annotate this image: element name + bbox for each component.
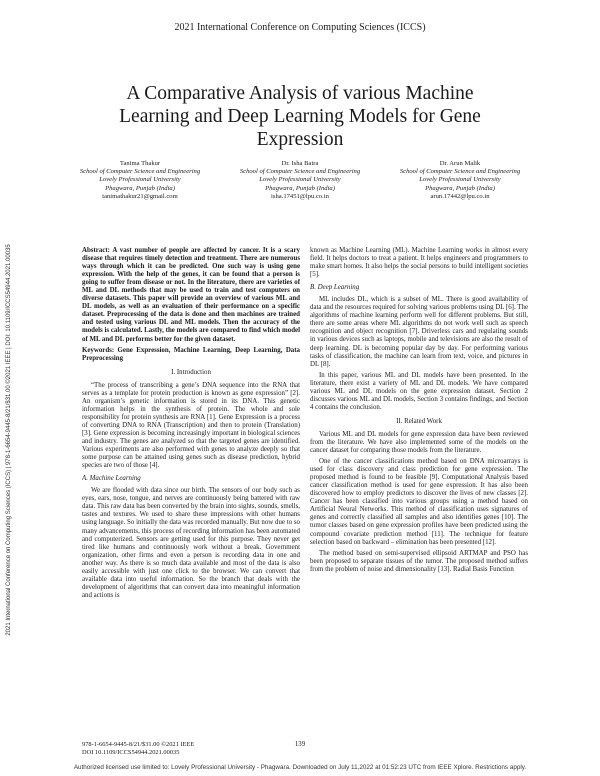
author-location: Phagwara, Punjab (India) <box>425 184 495 192</box>
left-column <box>82 247 300 735</box>
author-location: Phagwara, Punjab (India) <box>105 184 175 192</box>
paper-title: A Comparative Analysis of various Machine Learning and Deep Learning Models for Gene Expression <box>119 83 481 150</box>
section-heading-related-work: II. Related Work <box>396 417 442 425</box>
conference-header: 2021 International Conference on Computing Sciences (ICCS) <box>174 22 426 33</box>
author-university: Lovely Professional University <box>99 176 181 184</box>
related-work-paragraph: Various ML and DL models for gene expression data have been reviewed from the literature. We have also implemented some of the models on the cancer dataset for comparing those models from the literature. <box>310 430 528 455</box>
author-block <box>60 160 540 201</box>
section-heading-introduction: I. Introduction <box>171 368 211 376</box>
dl-paragraph-2: In this paper, various ML and DL models have been presented. In the literature, there exist a variety of ML and DL models. We have compared various ML and DL models on the gene expression dataset. Section 2 discusses various ML and DL models, Section 3 contains findings, and Section 4 contains the conclusion. <box>310 371 528 411</box>
author-email: arun.17442@lpu.co.in <box>430 192 490 200</box>
related-work-paragraph-3: The method based on semi-supervised ellipsoid ARTMAP and PSO has been proposed to separate tissues of the tumor. The proposed method suffers from the problem of noise and dimensionality [13]. Radial Basis Function <box>310 549 528 573</box>
abstract: Abstract: A vast number of people are affected by cancer. It is a scary disease that requires timely detection and treatment. There are numerous ways through which it can be predicted. One such way is using gene expression. With the help of the genes, it can be found that a person is going to suffer from disease or not. In the literature, there are varieties of ML and DL methods that may be used to train and test computers on diverse datasets. This paper will provide an overview of various ML and DL models, as well as an evaluation of their performance on a specific dataset. Preprocessing of the data is done and then machines are trained and tested using various DL and ML models. Then the accuracy of the models is calculated. Lastly, the models are compared to find which model of ML and DL performs better for the given dataset. <box>82 247 300 343</box>
page-number: 139 <box>294 741 306 748</box>
ml-paragraph-continued: known as Machine Learning (ML). Machine Learning works in almost every field. It helps doctors to treat a patient. It helps engineers and programmers to make smart homes. It also helps the social persons to build intelligent societies [5]. <box>310 247 528 279</box>
author-name: Dr. Isha Batra <box>281 160 319 167</box>
author-3 <box>380 160 540 201</box>
keywords: Keywords: Gene Expression, Machine Learning, Deep Learning, Data Preprocessing <box>82 346 300 362</box>
footer-isbn: 978-1-6654-9445-8/21/$31.00 ©2021 IEEE <box>82 741 195 748</box>
dl-paragraph: ML includes DL, which is a subset of ML. There is good availability of data and the resources required for solving various problems using DL [6]. The algorithms of machine learning perform well for different problems. But still, there are some areas where ML algorithms do not work well such as speech recognition and object recognition [7]. Driverless cars and regulating sounds in various devices such as laptops, mobile and televisions are also the result of deep learning. DL is becoming popular day by day. For performing various tasks of classification, the machine can learn from text, voice, and pictures in DL [8]. <box>310 296 528 368</box>
author-email: isha.17451@lpu.co.in <box>271 192 329 200</box>
author-email: tanimathakur21@gmail.com <box>102 192 178 200</box>
license-notice: Authorized licensed use limited to: Lovely Professional University - Phagwara. Downloaded on July 11,2022 at 01:52:23 UTC from IEEE Xplore. Restrictions apply. <box>73 764 527 771</box>
subsection-heading-machine-learning: A. Machine Learning <box>82 475 141 483</box>
sidebar-citation-text: 2021 International Conference on Computing Sciences (ICCS) | 978-1-6654-9445-8/21/$31.00 ©2021 IEEE | DOI: 10.1109/ICCS54944.2021.00035 <box>6 244 12 636</box>
ml-paragraph: We are flooded with data since our birth. The sensors of our body such as eyes, ears, nose, tongue, and nerves are continuously being battered with raw data. This raw data has been converted by the brain into sights, sounds, smells, tastes and textures. We used to share these impressions with other humans using language. So initially the data was recorded manually. But now due to so many advancements, this process of recording information has been automated and computerized. Sensors are getting used for this purpose. They never get tired like humans and continuously work without a break. Government organization, other firms and even a person is recording data in one and another way. As there is so much data available and most of the data is also easily accessible with just one click to the browser. We can convert that available data into useful information. So the branch that deals with the development of algorithms that can convert data into meaningful information and actions is <box>82 487 300 599</box>
author-dept: School of Computer Science and Engineering <box>79 168 201 176</box>
author-1 <box>60 160 220 201</box>
sidebar-citation <box>4 140 14 740</box>
related-work-paragraph-2: One of the cancer classifications method based on DNA microarrays is used for class discovery and class prediction for gene expression. The proposed method is found to be feasible [9]. Computational Analysis based cancer classification method is used for gene expression. It has also been discovered how to employ predictors to discover the lives of new classes [2]. Cancer has been classified into various groups using a method based on Artificial Neural Networks. This method of classification uses signatures of genes and correctly classified all samples and also identifies genes [10]. The tumor classes based on gene expression profiles have been predicted using the compound covariate prediction method [11]. The technique for feature selection based on backward – elimination has been presented [12]. <box>310 458 528 546</box>
intro-paragraph: “The process of transcribing a gene’s DNA sequence into the RNA that serves as a template for protein production is known as gene expression” [2]. An organism’s genetic information is stored in its DNA. This genetic information helps in the synthesis of protein. The whole and sole responsibility for protein synthesis are RNA [1]. Gene Expression is a process of converting DNA to RNA (Transcription) and then to protein (Translation) [3]. Gene expression is becoming increasingly important in biological sciences and industry. The genes are analyzed so that the targeted genes are identified. Various experiments are also performed with genes to analyze deeply so that some purpose can be attained using genes such as disease prediction, hybrid species are two of those [4]. <box>82 381 300 470</box>
author-2 <box>220 160 380 201</box>
subsection-heading-deep-learning: B. Deep Learning <box>310 284 360 292</box>
author-university: Lovely Professional University <box>419 176 501 184</box>
author-location: Phagwara, Punjab (India) <box>265 184 335 192</box>
author-dept: School of Computer Science and Engineering <box>399 168 521 176</box>
footer-doi: DOI 10.1109/ICCS54944.2021.00035 <box>82 749 180 756</box>
author-name: Tanima Thakur <box>119 160 161 167</box>
right-column <box>310 247 528 735</box>
author-university: Lovely Professional University <box>259 176 341 184</box>
author-name: Dr. Arun Malik <box>439 160 481 167</box>
author-dept: School of Computer Science and Engineering <box>239 168 361 176</box>
